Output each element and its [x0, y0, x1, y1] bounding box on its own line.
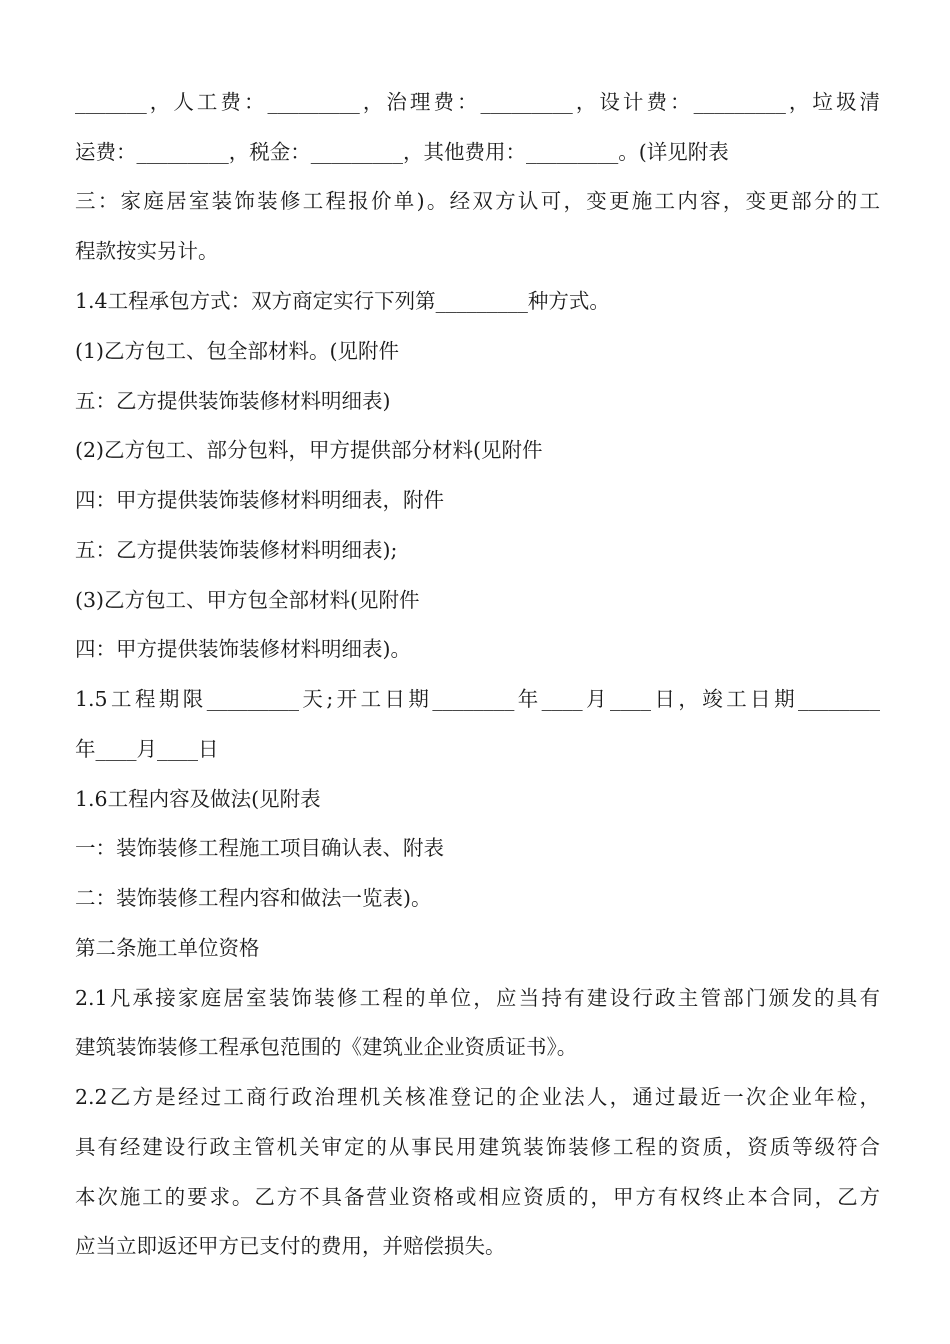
text-line-13: 1.5工程期限_________天;开工日期________年____月____日，竣工日期________ [75, 687, 880, 711]
text-line-12: 四：甲方提供装饰装修材料明细表)。 [75, 637, 411, 661]
text-line-7: 五：乙方提供装饰装修材料明细表) [75, 389, 391, 413]
text-line-9: 四：甲方提供装饰装修材料明细表，附件 [75, 488, 444, 512]
text-line-5: 1.4工程承包方式：双方商定实行下列第_________种方式。 [75, 289, 610, 313]
text-line-16: 一：装饰装修工程施工项目确认表、附表 [75, 836, 444, 860]
text-line-2: 运费：_________，税金：_________，其他费用：_________。(详见附表 [75, 140, 729, 164]
text-line-15: 1.6工程内容及做法(见附表 [75, 787, 321, 811]
text-line-19: 2.1凡承接家庭居室装饰装修工程的单位，应当持有建设行政主管部门颁发的具有 [75, 986, 880, 1010]
text-line-18: 第二条施工单位资格 [75, 936, 260, 960]
text-line-4: 程款按实另计。 [75, 239, 219, 263]
text-line-24: 应当立即返还甲方已支付的费用，并赔偿损失。 [75, 1234, 506, 1258]
text-line-14: 年____月____日 [75, 737, 219, 761]
text-line-22: 具有经建设行政主管机关审定的从事民用建筑装饰装修工程的资质，资质等级符合 [75, 1135, 880, 1159]
text-line-10: 五：乙方提供装饰装修材料明细表); [75, 538, 398, 562]
text-line-21: 2.2乙方是经过工商行政治理机关核准登记的企业法人，通过最近一次企业年检， [75, 1085, 880, 1109]
text-line-3: 三：家庭居室装饰装修工程报价单)。经双方认可，变更施工内容，变更部分的工 [75, 189, 880, 213]
text-line-11: (3)乙方包工、甲方包全部材料(见附件 [75, 588, 420, 612]
text-line-8: (2)乙方包工、部分包料，甲方提供部分材料(见附件 [75, 438, 543, 462]
text-line-20: 建筑装饰装修工程承包范围的《建筑业企业资质证书》。 [75, 1035, 578, 1059]
text-line-23: 本次施工的要求。乙方不具备营业资格或相应资质的，甲方有权终止本合同，乙方 [75, 1185, 880, 1209]
text-line-17: 二：装饰装修工程内容和做法一览表)。 [75, 886, 432, 910]
text-line-6: (1)乙方包工、包全部材料。(见附件 [75, 339, 400, 363]
text-line-1: _______，人工费：_________，治理费：_________，设计费：_________，垃圾清 [75, 90, 880, 114]
